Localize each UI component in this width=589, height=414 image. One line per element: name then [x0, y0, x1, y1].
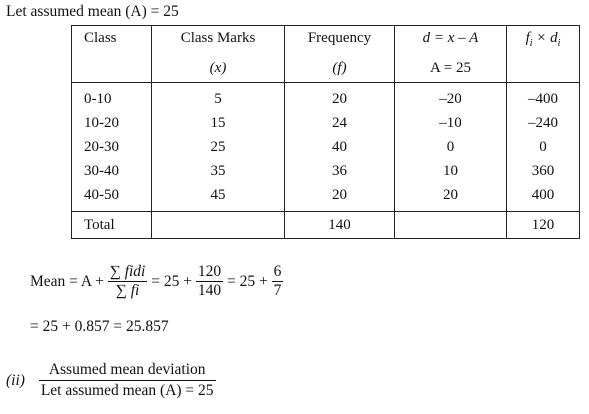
total-frequency: 140	[285, 212, 395, 239]
cell-class: 10-20	[72, 111, 152, 135]
cell-frequency: 40	[285, 135, 395, 159]
equals-25-plus: = 25 +	[226, 272, 268, 290]
header-frequency: Frequency	[285, 26, 395, 57]
total-label: Total	[72, 212, 152, 239]
fraction-numerator: Assumed mean deviation	[39, 360, 216, 381]
header-product: $f_i \times d_i$	[507, 26, 580, 57]
cell-deviation: –10	[395, 111, 507, 135]
frequency-table	[71, 25, 580, 239]
mean-result: = 25 + 0.857 = 25.857	[30, 318, 169, 335]
cell-deviation: –20	[395, 87, 507, 111]
cell-product: –240	[507, 111, 580, 135]
table-row	[72, 111, 580, 135]
fraction-120-over-140	[196, 263, 223, 300]
fraction-denominator: 7	[273, 282, 282, 299]
total-row	[72, 212, 580, 239]
total-deviation-blank	[395, 212, 507, 239]
cell-class-mark: 15	[152, 111, 285, 135]
cell-deviation: 0	[395, 135, 507, 159]
cell-class-mark: 45	[152, 183, 285, 207]
fraction-numerator: ∑ fidi	[109, 263, 146, 280]
cell-class-mark: 25	[152, 135, 285, 159]
cell-product: 360	[507, 159, 580, 183]
fraction-sum-fd-over-sum-f	[108, 263, 148, 300]
cell-class: 30-40	[72, 159, 152, 183]
mean-lhs: Mean = A +	[30, 272, 104, 290]
header-deviation-sub: A = 25	[395, 56, 507, 83]
cell-frequency: 24	[285, 111, 395, 135]
total-product: 120	[507, 212, 580, 239]
intro-text: Let assumed mean (A) = 25	[6, 3, 179, 20]
total-class-marks-blank	[152, 212, 285, 239]
header-deviation: d = x – A	[395, 26, 507, 57]
part-marker: (ii)	[6, 371, 25, 389]
part-ii	[6, 360, 216, 401]
header-class: Class	[72, 26, 152, 57]
cell-deviation: 20	[395, 183, 507, 207]
fraction-denominator: 140	[197, 282, 222, 299]
cell-product: 400	[507, 183, 580, 207]
table-row	[72, 135, 580, 159]
cell-frequency: 36	[285, 159, 395, 183]
header-class-marks-symbol: (x)	[152, 56, 285, 83]
table-row	[72, 183, 580, 207]
cell-deviation: 10	[395, 159, 507, 183]
fraction-numerator: 6	[273, 263, 282, 280]
header-class-blank	[72, 56, 152, 83]
cell-class: 20-30	[72, 135, 152, 159]
equals-25-plus: = 25 +	[151, 272, 192, 290]
cell-class: 40-50	[72, 183, 152, 207]
cell-class-mark: 5	[152, 87, 285, 111]
cell-product: –400	[507, 87, 580, 111]
cell-class: 0-10	[72, 87, 152, 111]
fraction-denominator: ∑ fi	[115, 282, 140, 299]
mean-formula	[30, 263, 283, 300]
cell-class-mark: 35	[152, 159, 285, 183]
fraction-numerator: 120	[197, 263, 222, 280]
cell-frequency: 20	[285, 87, 395, 111]
table-row	[72, 159, 580, 183]
table-row	[72, 87, 580, 111]
part-ii-fraction	[39, 360, 216, 401]
cell-frequency: 20	[285, 183, 395, 207]
header-product-blank	[507, 56, 580, 83]
header-frequency-symbol: (f)	[285, 56, 395, 83]
header-class-marks: Class Marks	[152, 26, 285, 57]
cell-product: 0	[507, 135, 580, 159]
fraction-denominator: Let assumed mean (A) = 25	[40, 382, 214, 399]
fraction-6-over-7	[272, 263, 284, 300]
